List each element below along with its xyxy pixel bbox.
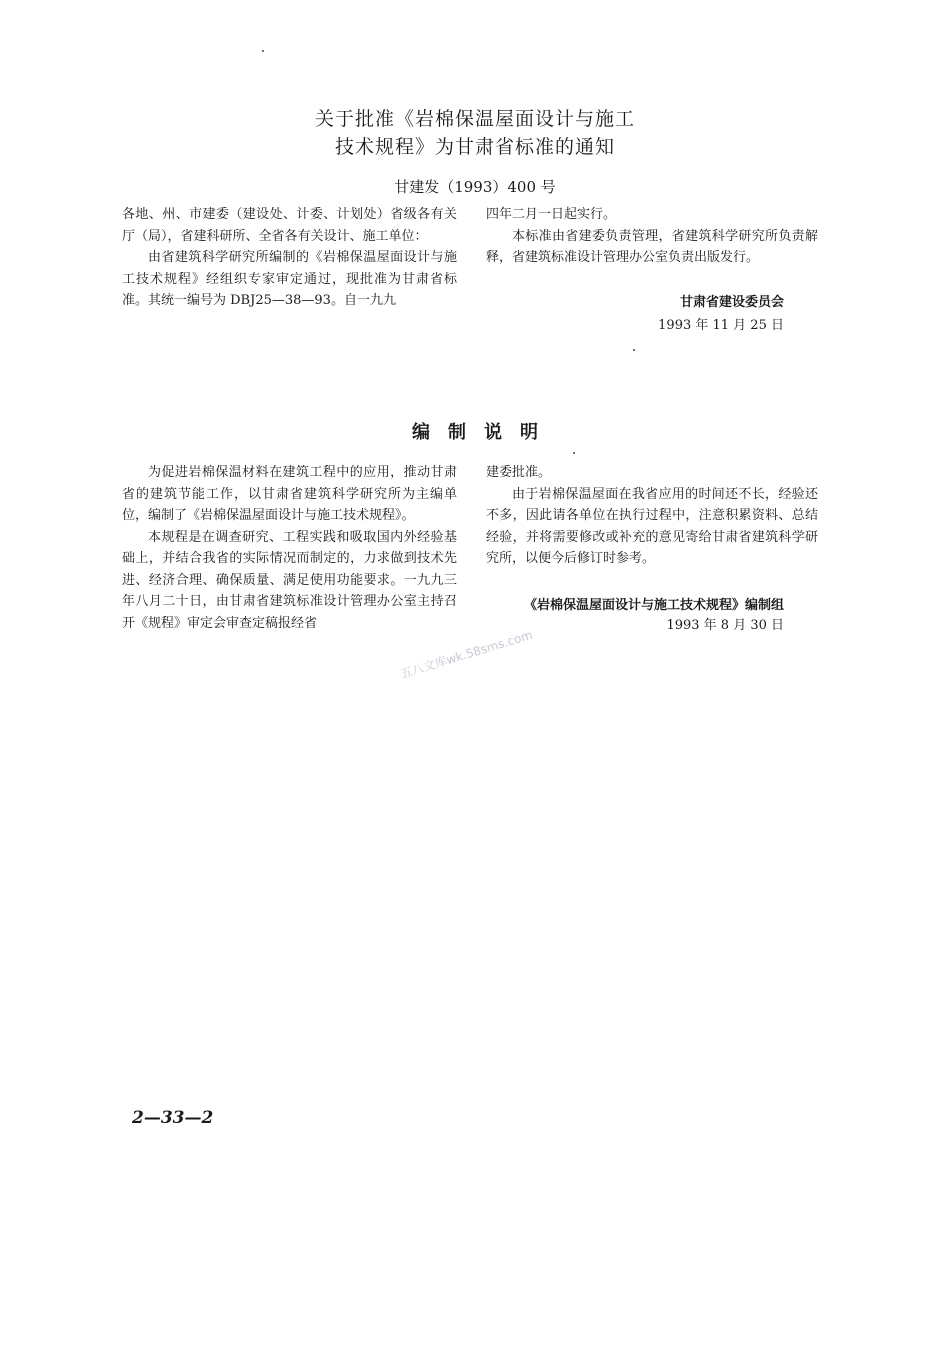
notice-date: 1993 年 11 月 25 日 [658,318,784,333]
notice-effective-date-text: 四年二月一日起实行。 [486,207,617,222]
notice-title-line-1: 关于批准《岩棉保温屋面设计与施工 [314,108,635,130]
explanation-purpose-paragraph: 为促进岩棉保温材料在建筑工程中的应用，推动甘肃省的建筑节能工作，以甘肃省建筑科学研究所为主编单位，编制了《岩棉保温屋面设计与施工技术规程》。 [122,465,457,523]
notice-title-line-2: 技术规程》为甘肃省标准的通知 [334,136,615,158]
document-number: 甘建发（1993）400 号 [394,178,556,196]
notice-addressees: 各地、州、市建委（建设处、计委、计划处）省级各有关厅（局），省建科研所、全省各有关设计、施工单位： [122,207,457,244]
explanation-feedback-paragraph: 由于岩棉保温屋面在我省应用的时间还不长，经验还不多，因此请各单位在执行过程中，注意积累资料、总结经验，并将需要修改或补充的意见寄给甘肃省建筑科学研究所，以便今后修订时参考。 [486,486,818,566]
explanation-basis-paragraph: 本规程是在调查研究、工程实践和吸取国内外经验基础上，并结合我省的实际情况而制定的，力求做到技术先进、经济合理、确保质量、满足使用功能要求。一九九三年八月二十日，由甘肃省建筑标准设计管理办公室主持召开《规程》审定会审查定稿报经省 [122,529,457,631]
watermark-text: 五八文库wk.58sms.com [398,627,535,682]
scan-speck [262,50,264,52]
explanation-signer: 《岩棉保温屋面设计与施工技术规程》编制组 [523,598,784,613]
explanation-date: 1993 年 8 月 30 日 [666,618,784,633]
explanation-right-column [486,462,818,570]
explanation-title: 编制说明 [412,422,556,443]
notice-signer: 甘肃省建设委员会 [679,295,784,310]
notice-left-column [122,204,457,312]
page-number: 2—33—2 [132,1108,214,1128]
notice-approval-paragraph: 由省建筑科学研究所编制的《岩棉保温屋面设计与施工技术规程》经组织专家审定通过，现批准为甘肃省标准。其统一编号为 DBJ25—38—93。自一九九 [122,250,457,308]
scan-speck [633,349,635,351]
notice-management-paragraph: 本标准由省建委负责管理，省建筑科学研究所负责解释，省建筑标准设计管理办公室负责出版发行。 [486,228,818,265]
explanation-left-column [122,462,457,634]
explanation-approval-text: 建委批准。 [486,465,552,480]
scan-speck [573,452,575,454]
notice-right-column [486,204,818,269]
